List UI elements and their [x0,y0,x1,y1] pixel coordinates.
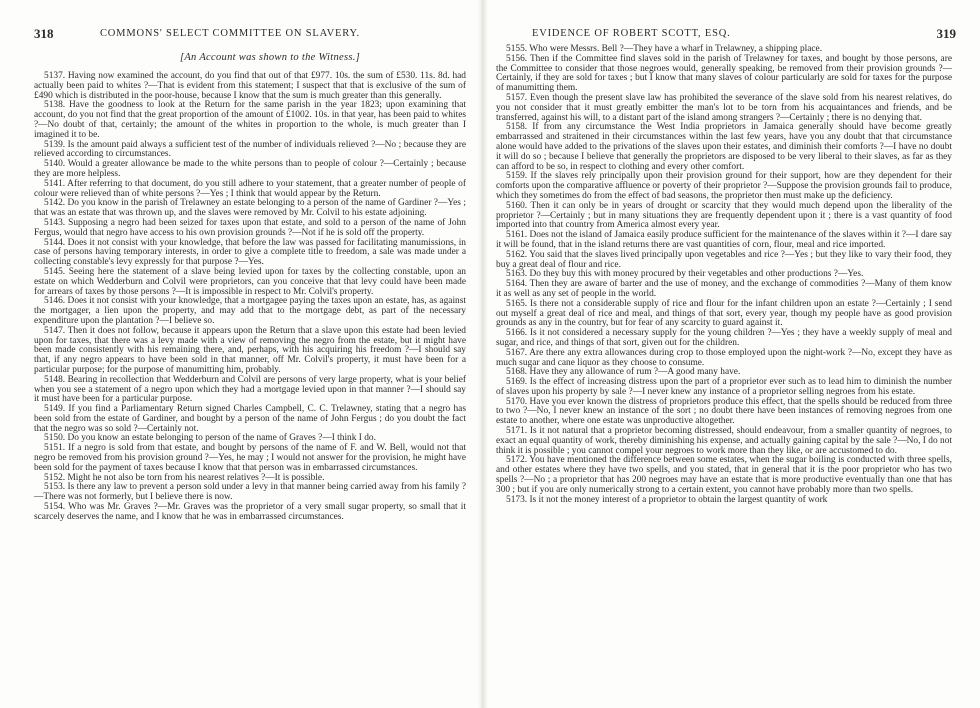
paragraph-5160: 5160. Then it can only be in years of drought or scarcity that they would much depend upon the liberality of the proprietor ?—Certainly ; but in many situations they are frequently dependent upon it ; there is a vast quantity of food imported into that country from America almost every year. [496,200,952,231]
right-page [484,0,980,708]
paragraph-5142: 5142. Do you know in the parish of Trelawney an estate belonging to a person of the name of Gardiner ?—Yes ; that was an estate that was thrown up, and the slaves were removed by Mr. Colvil to his estate adjoining. [34,198,466,219]
paragraph-5139: 5139. Is the amount paid always a sufficient test of the number of individuals relieved ?—No ; because they are relieved according to circumstances. [34,139,466,160]
paragraph-5138: 5138. Have the goodness to look at the Return for the same parish in the year 1823; upon examining that account, do you not find that the great proportion of the amount of £1002. 10s. in that year, has been paid to whites ?—No doubt of that, certainly; the amount of the whites in proportion to the whole, is much greater than I imagined it to be. [34,100,466,140]
paragraph-5154: 5154. Who was Mr. Graves ?—Mr. Graves was the proprietor of a very small sugar property, so small that it scarcely deserves the name, and I know that he was in embarrassed circumstances. [34,502,466,522]
paragraph-5168: 5168. Have they any allowance of rum ?—A good many have. [506,367,741,378]
paragraph-5159: 5159. If the slaves rely principally upon their provision ground for their support, how are they dependent for their comforts upon the comparative affluence or poverty of their proprietor ?—Suppose the provision grounds fail to produce, which they sometimes do from the effect of bad seasons, the proprietor then must make up the deficiency. [496,171,952,201]
paragraph-5152: 5152. Might he not also be torn from his nearest relatives ?—It is possible. [44,472,325,483]
page-number: 319 [936,26,956,41]
paragraph-5153: 5153. Is there any law to prevent a person sold under a levy in that manner being carried away from his family ?—There was not formerly, but I believe there is now. [34,482,466,503]
paragraph-5162: 5162. You said that the slaves lived principally upon vegetables and rice ?—Yes ; but they like to vary their food, they buy a great deal of flour and rice. [496,249,952,270]
paragraph-5169: 5169. Is the effect of increasing distress upon the part of a proprietor ever such as to lead him to diminish the number of slaves upon his property by sale ?—I never knew any instance of a proprietor selling negroes from his estate. [496,377,952,397]
stage-direction: [An Account was shown to the Witness.] [179,52,361,63]
paragraph-5161: 5161. Does not the island of Jamaica easily produce sufficient for the maintenance of the slaves within it ?—I dare say it will be found, that in the island returns there are vast quantities of corn, flour, meal and rice imported. [496,230,952,250]
paragraph-5149: 5149. If you find a Parliamentary Return signed Charles Campbell, C. C. Trelawney, stating that a negro has been sold from the estate of Gardiner, and bought by a person of the name of John Fergus ; do you doubt the fact that the negro was so sold ?—Certainly not. [34,404,466,434]
paragraph-5165: 5165. Is there not a considerable supply of rice and flour for the infant children upon an estate ?—Certainly ; I send out myself a great deal of rice and meal, and things of that sort, every year, though my people have as good provision grounds as any in the country, but for fear of any scarcity to guard against it. [496,298,952,329]
paragraph-5144: 5144. Does it not consist with your knowledge, that before the law was passed for facilitating manumissions, in case of persons having temporary interests, in order to give a complete title to freedom, a sale was made under a collecting constable's levy expressly for that purpose ?—Yes. [34,237,466,268]
paragraph-5158: 5158. If from any circumstance the West India proprietors in Jamaica generally should have become greatly embarrassed and straitened in their circumstances within the last few years, have you any doubt that that circumstance alone would have added to the privations of the slaves upon their estates, and diminish their comforts ?—I have no doubt it will do so ; because I believe that generally the proprietors are disposed to be very liberal to their slaves, as far as they can afford to be so, in respect to clothing and every other comfort. [496,122,952,172]
paragraph-5150: 5150. Do you know an estate belonging to person of the name of Graves ?—I think I do. [44,433,376,444]
paragraph-5173: 5173. Is it not the money interest of a proprietor to obtain the largest quantity of work [506,494,828,505]
paragraph-5140: 5140. Would a greater allowance be made to the white persons than to people of colour ?—Certainly ; because they are more helpless. [34,159,466,179]
paragraph-5156: 5156. Then if the Committee find slaves sold in the parish of Trelawney for taxes, and bought by those persons, are the Committee to consider that those negroes would, generally speaking, be removed from their provision grounds ?—Certainly, if they are sold for taxes ; but I know that many slaves of colour particularly are sold for taxes for the purpose of manumitting them. [496,53,952,94]
paragraph-5143: 5143. Supposing a negro had been seized for taxes upon that estate, and sold to a person of the name of John Fergus, would that negro have access to his own provision grounds ?—Not if he is sold off the property. [34,217,466,238]
paragraph-5166: 5166. Is it not considered a necessary supply for the young children ?—Yes ; they have a weekly supply of meal and sugar, and rice, and things of that sort, given out for the children. [496,328,952,348]
paragraph-5148: 5148. Bearing in recollection that Wedderburn and Colvil are persons of very large property, what is your belief when you see a statement of a negro upon which they had a mortgage levied upon in that manner ?—I should say it must have been for a particular purpose. [34,374,466,405]
paragraph-5137: 5137. Having now examined the account, do you find that out of that £977. 10s. the sum of £530. 11s. 8d. had actually been paid to whites ?—That is evident from this statement; I suspect that that is exclusive of the sum of £490 which is distributed in the poor-house, because I know that the sum is much greater than this generally. [34,71,466,101]
paragraph-5163: 5163. Do they buy this with money procured by their vegetables and other productions ?—Yes. [506,269,864,280]
page-number: 318 [34,26,54,41]
running-header: EVIDENCE OF ROBERT SCOTT, ESQ. [532,28,731,39]
right-text-column [496,45,952,505]
paragraph-5145: 5145. Seeing here the statement of a slave being levied upon for taxes by the collecting constable, upon an estate on which Wedderburn and Colvil were proprietors, can you conceive that that levy could have been made for arrears of taxes by those persons ?—It is impossible in respect to Mr. Colvil's property. [34,266,466,297]
paragraph-5172: 5172. You have mentioned the difference between some estates, when the sugar boiling is conducted with three spells, and other estates where they have two spells, and you stated, that in general that it is the poor proprietor who has two spells ?—No ; a proprietor that has 200 negroes may have an estate that is more productive eventually than one that has 300 ; but if you are only numerically strong to a certain extent, you cannot have probably more than two spells. [496,455,952,495]
paragraph-5146: 5146. Does it not consist with your knowledge, that a mortgagee paying the taxes upon an estate, has, as against the mortgager, a lien upon the property, and may add that to the mortgage debt, as part of the necessary expenditure upon the plantation ?—I believe so. [34,296,466,326]
paragraph-5167: 5167. Are there any extra allowances during crop to those employed upon the night-work ?—No, except they have as much sugar and cane liquor as they choose to consume. [496,347,952,368]
paragraph-5141: 5141. After referring to that document, do you still adhere to your statement, that a greater number of people of colour were relieved than of white persons ?—Yes ; I think that would appear by the Return. [34,178,466,199]
paragraph-5157: 5157. Even though the present slave law has prohibited the severance of the slave sold from his nearest relatives, do you not consider that it must greatly embitter the man's lot to be torn from his acquaintances and friends, and be transferred, against his will, to a distant part of the island among strangers ?—Certainly ; there is no denying that. [496,92,952,123]
running-header: COMMONS' SELECT COMMITTEE ON SLAVERY. [100,28,360,39]
paragraph-5151: 5151. If a negro is sold from that estate, and bought by persons of the name of F. and W. Bell, would not that negro be removed from his provision ground ?—Yes, he may ; I would not answer for the provision, he might have been sold for the payment of taxes because I know that that person was in embarrassed circumstances. [34,443,466,473]
paragraph-5164: 5164. Then they are aware of barter and the use of money, and the exchange of commodities ?—Many of them know it as well as any set of people in the world. [496,279,952,299]
paragraph-5171: 5171. Is it not natural that a proprietor becoming distressed, should endeavour, from a smaller quantity of negroes, to exact an equal quantity of work, thereby diminishing his expense, and actually gaining capital by the sale ?—No, I do not think it is possible ; you cannot compel your negroes to work more than they like, or are accustomed to do. [496,426,952,456]
paragraph-5155: 5155. Who were Messrs. Bell ?—They have a wharf in Trelawney, a shipping place. [506,44,823,54]
left-text-column [34,72,466,523]
paragraph-5170: 5170. Have you ever known the distress of proprietors produce this effect, that the spells should be reduced from three to two ?—No, I never knew an instance of the sort ; no doubt there have been instances of removing negroes from one estate to another, where one estate was unproductive altogether. [496,396,952,427]
left-page [0,0,482,708]
paragraph-5147: 5147. Then it does not follow, because it appears upon the Return that a slave upon this estate had been levied upon for taxes, that there was a levy made with a view of removing the negro from the estate, but it might have been made consistently with his remaining there, and, perhaps, with his acquiring his freedom ?—I should say that, if any negro appears to have been sold in that manner, off Mr. Colvil's property, it must have been for a particular purpose; for the purpose of manumitting him, probably. [34,325,466,375]
